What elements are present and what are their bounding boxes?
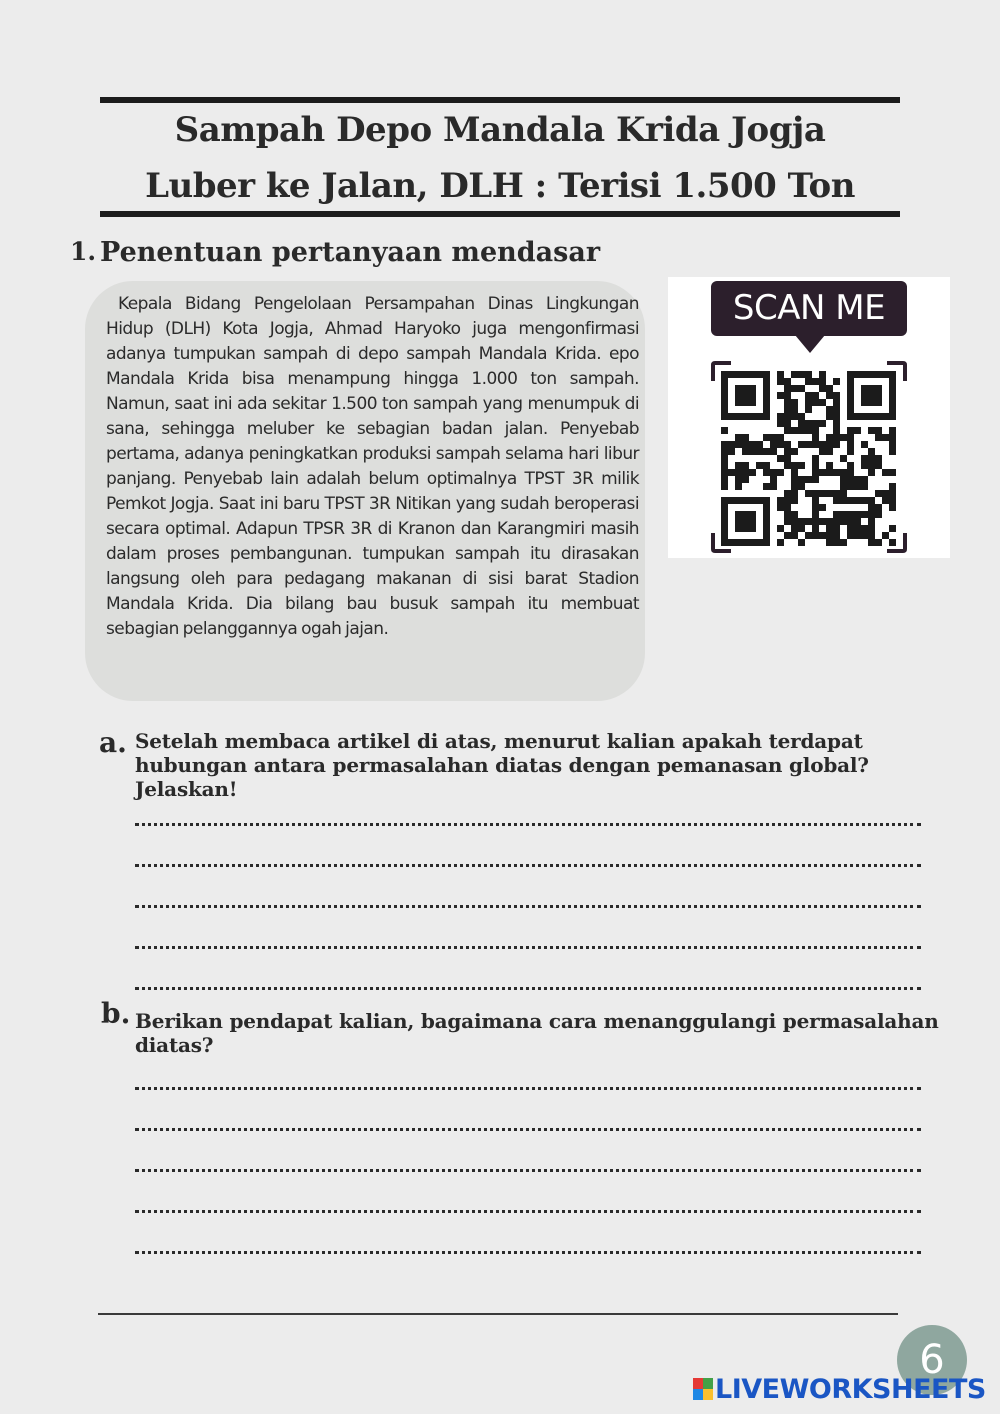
qr-panel <box>668 277 950 558</box>
section-title: Penentuan pertanyaan mendasar <box>100 237 601 268</box>
liveworksheets-logo[interactable] <box>693 1374 986 1404</box>
answer-a-line-4[interactable] <box>135 939 921 949</box>
footer-rule <box>98 1313 898 1315</box>
answer-a-line-1[interactable] <box>135 816 921 826</box>
answer-b-line-2[interactable] <box>135 1121 921 1131</box>
article-text: Kepala Bidang Pengelolaan Persampahan Dinas Lingkungan Hidup (DLH) Kota Jogja, Ahmad Haryoko juga mengonfirmasi adanya tumpukan sampah di depo sampah Mandala Krida. epo Mandala Krida bisa menampung hingga 1.000 ton sampah. Namun, saat ini ada sekitar 1.500 ton sampah yang menumpuk di sana, sehingga meluber ke sebagian badan jalan. Penyebab pertama, adanya peningkatkan produksi sampah selama hari libur panjang. Penyebab lain adalah belum optimalnya TPST 3R milik Pemkot Jogja. Saat ini baru TPST 3R Nitikan yang sudah beroperasi secara optimal. Adapun TPSR 3R di Kranon dan Karangmiri masih dalam proses pembangunan. tumpukan sampah itu dirasakan langsung oleh para pedagang makanan di sisi barat Stadion Mandala Krida. Dia bilang bau busuk sampah itu membuat sebagian pelanggannya ogah jajan. <box>106 294 639 639</box>
page-number: 6 <box>897 1325 967 1395</box>
answer-a-line-3[interactable] <box>135 898 921 908</box>
liveworksheets-brand: LIVEWORKSHEETS <box>715 1373 986 1405</box>
title-line-2: Luber ke Jalan, DLH : Terisi 1.500 Ton <box>145 166 855 206</box>
qr-code-icon[interactable] <box>709 359 909 555</box>
header-rule-bottom <box>100 211 900 217</box>
badge-pointer <box>795 335 825 353</box>
answer-b-line-3[interactable] <box>135 1162 921 1172</box>
answer-b-line-1[interactable] <box>135 1080 921 1090</box>
answer-a-line-5[interactable] <box>135 980 921 990</box>
question-a-text: Setelah membaca artikel di atas, menurut kalian apakah terdapat hubungan antara permasalahan diatas dengan pemanasan global? Jelaskan! <box>135 729 869 801</box>
article-box <box>85 281 645 701</box>
answer-b-line-5[interactable] <box>135 1244 921 1254</box>
title-line-1: Sampah Depo Mandala Krida Jogja <box>174 110 826 150</box>
question-a-letter: a. <box>99 726 127 759</box>
answer-a-line-2[interactable] <box>135 857 921 867</box>
liveworksheets-icon <box>693 1378 713 1400</box>
section-number: 1. <box>70 237 97 266</box>
answer-b-line-4[interactable] <box>135 1203 921 1213</box>
scan-me-badge: SCAN ME <box>711 281 907 336</box>
question-b-text: Berikan pendapat kalian, bagaimana cara menanggulangi permasalahan diatas? <box>135 1009 939 1057</box>
question-b-letter: b. <box>101 997 131 1030</box>
